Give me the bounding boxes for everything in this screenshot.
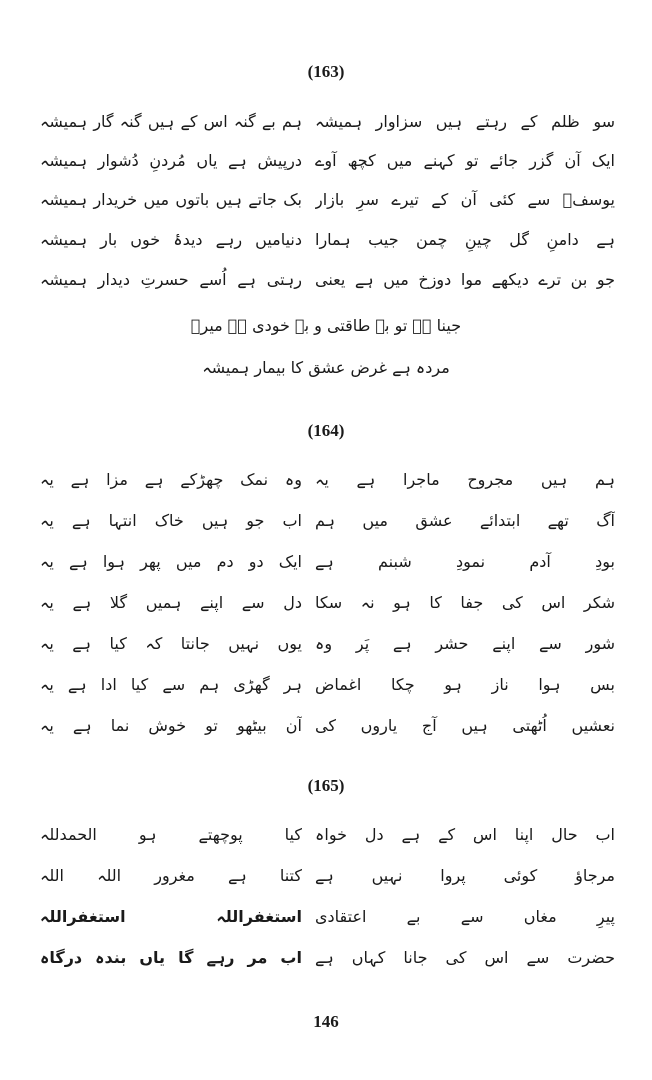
first-hemistich: شور سے اپنے حشر ہے پَر وہ — [315, 634, 615, 653]
couplet — [40, 182, 615, 218]
second-hemistich: رہتی ہے اُسے حسرتِ دیدار ہمیشہ — [40, 270, 302, 289]
first-hemistich: بس ہوا ناز ہو چکا اغماض — [315, 675, 615, 694]
first-hemistich: آگ تھے ابتدائے عشق میں ہم — [315, 511, 615, 530]
closing-couplet-line: جینا ہے تو بے طاقتی و بے خودی ہے میرؔ — [190, 316, 462, 335]
second-hemistich: اب مر رہے گا یاں بندہ درگاہ — [40, 948, 302, 967]
first-hemistich: مرجاؤ کوئی پروا نہیں ہے — [315, 866, 615, 885]
couplet — [40, 585, 615, 621]
second-hemistich: ہر گھڑی ہم سے کیا ادا ہے یہ — [40, 675, 302, 694]
first-hemistich: یوسفؑ سے کئی آن کے تیرے سرِ بازار — [315, 190, 615, 209]
couplet — [40, 626, 615, 662]
page-number: 146 — [313, 1012, 339, 1031]
second-hemistich: دنیامیں رہے دیدۂ خوں بار ہمیشہ — [40, 230, 302, 249]
second-hemistich: درپیش ہے یاں مُردنِ دُشوار ہمیشہ — [40, 151, 302, 170]
couplet — [40, 104, 615, 140]
first-hemistich: نعشیں اُٹھتی ہیں آج یاروں کی — [315, 716, 615, 735]
second-hemistich: اب جو ہیں خاک انتہا ہے یہ — [40, 511, 302, 530]
second-hemistich: بک جاتے ہیں باتوں میں خریدار ہمیشہ — [40, 190, 302, 209]
couplet — [40, 899, 615, 935]
ghazal-number: (164) — [307, 421, 345, 440]
second-hemistich: ایک دو دم میں پھر ہوا ہے یہ — [40, 552, 302, 571]
couplet — [40, 708, 615, 744]
second-hemistich: وہ نمک چھڑکے ہے مزا ہے یہ — [40, 470, 302, 489]
first-hemistich: جو بن ترے دیکھے موا دوزخ میں ہے یعنی — [315, 270, 615, 289]
second-hemistich: ہم بے گنہ اس کے ہیں گنہ گار ہمیشہ — [40, 112, 302, 131]
couplet — [40, 940, 615, 976]
closing-couplet-line: مردہ ہے غرض عشق کا بیمار ہمیشہ — [202, 358, 450, 377]
second-hemistich: کیا پوچھتے ہو الحمدللہ — [40, 825, 302, 844]
couplet — [40, 462, 615, 498]
couplet — [40, 262, 615, 298]
second-hemistich: دل سے اپنے ہمیں گلا ہے یہ — [40, 593, 302, 612]
couplet — [40, 503, 615, 539]
couplet — [40, 222, 615, 258]
second-hemistich: کتنا ہے مغرور اللہ اللہ — [40, 866, 302, 885]
first-hemistich: سو ظلم کے رہتے ہیں سزاوار ہمیشہ — [315, 112, 615, 131]
couplet — [40, 544, 615, 580]
couplet — [40, 143, 615, 179]
couplet — [40, 817, 615, 853]
ghazal-number: (165) — [307, 776, 345, 795]
couplet — [40, 858, 615, 894]
second-hemistich: آن بیٹھو تو خوش نما ہے یہ — [40, 716, 302, 735]
first-hemistich: ایک آن گزر جائے تو کہنے میں کچھ آوے — [315, 151, 615, 170]
second-hemistich: استغفراللہ استغفراللہ — [40, 907, 302, 926]
first-hemistich: حضرت سے اس کی جانا کہاں ہے — [315, 948, 615, 967]
first-hemistich: پیرِ مغاں سے بے اعتقادی — [315, 907, 615, 926]
couplet — [40, 667, 615, 703]
first-hemistich: ہم ہیں مجروح ماجرا ہے یہ — [315, 470, 615, 489]
first-hemistich: اب حال اپنا اس کے ہے دل خواہ — [315, 825, 615, 844]
second-hemistich: یوں نہیں جانتا کہ کیا ہے یہ — [40, 634, 302, 653]
first-hemistich: ہے دامنِ گل چینِ چمن جیب ہمارا — [315, 230, 615, 249]
ghazal-number: (163) — [307, 62, 345, 81]
first-hemistich: شکر اس کی جفا کا ہو نہ سکا — [315, 593, 615, 612]
first-hemistich: بودِ آدم نمودِ شبنم ہے — [315, 552, 615, 571]
